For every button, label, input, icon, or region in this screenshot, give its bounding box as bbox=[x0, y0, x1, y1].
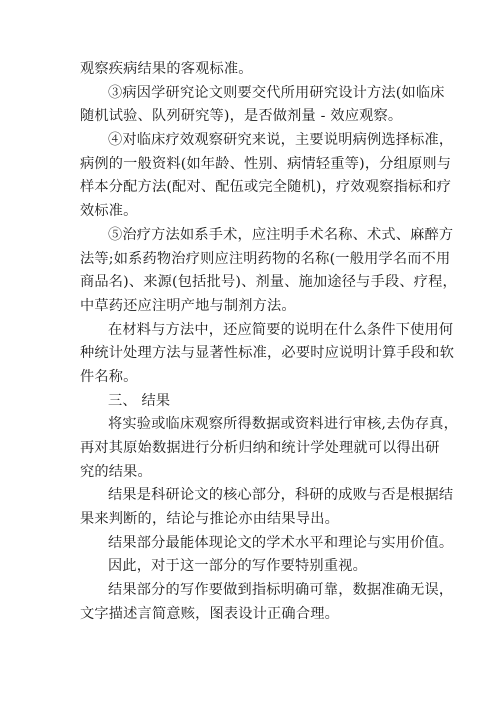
text-line: 结果是科研论文的核心部分，科研的成败与否是根据结 bbox=[108, 487, 454, 504]
text-line: 效标准。 bbox=[80, 203, 138, 220]
text-line: 种统计处理方法与显著性标准，必要时应说明计算手段和软 bbox=[80, 345, 455, 362]
text-line: 究的结果。 bbox=[80, 463, 152, 480]
text-line: 将实验或临床观察所得数据或资料进行审核,去伪存真， bbox=[108, 416, 459, 433]
text-line: 再对其原始数据进行分析归纳和统计学处理就可以得出研 bbox=[80, 440, 440, 456]
text-line: 在材料与方法中，还应简要的说明在什么条件下使用何 bbox=[108, 321, 454, 338]
text-line: 随机试验、队列研究等)，是否做剂量 - 效应观察。 bbox=[80, 108, 403, 125]
text-line: 中草药还应注明产地与制剂方法。 bbox=[80, 297, 296, 314]
text-line: 观察疾病结果的客观标准。 bbox=[80, 61, 253, 77]
text-line: 病例的一般资料(如年龄、性别、病情轻重等)，分组原则与 bbox=[80, 155, 452, 172]
text-line: 文字描述言简意赅，图表设计正确合理。 bbox=[80, 605, 339, 622]
text-line: ④对临床疗效观察研究来说，主要说明病例选择标准， bbox=[108, 132, 454, 149]
text-line: 件名称。 bbox=[80, 368, 138, 385]
text-line: 因此，对于这一部分的写作要特别重视。 bbox=[108, 558, 367, 575]
text-line: 法等;如系药物治疗则应注明药物的名称(一般用学名而不用 bbox=[80, 250, 451, 267]
section-heading: 三、 结果 bbox=[108, 392, 171, 409]
text-line: ③病因学研究论文则要交代所用研究设计方法(如临床 bbox=[108, 84, 445, 101]
text-line: 结果部分最能体现论文的学术水平和理论与实用价值。 bbox=[108, 534, 454, 551]
text-line: 样本分配方法(配对、配伍或完全随机)，疗效观察指标和疗 bbox=[80, 179, 452, 196]
text-line: ⑤治疗方法如系手术，应注明手术名称、术式、麻醉方 bbox=[108, 226, 454, 243]
text-line: 果来判断的，结论与推论亦由结果导出。 bbox=[80, 511, 339, 528]
document-body bbox=[80, 58, 459, 627]
text-line: 结果部分的写作要做到指标明确可靠，数据准确无误， bbox=[108, 582, 454, 599]
text-line: 商品名)、来源(包括批号)、剂量、施加途径与手段、疗程， bbox=[80, 274, 457, 291]
